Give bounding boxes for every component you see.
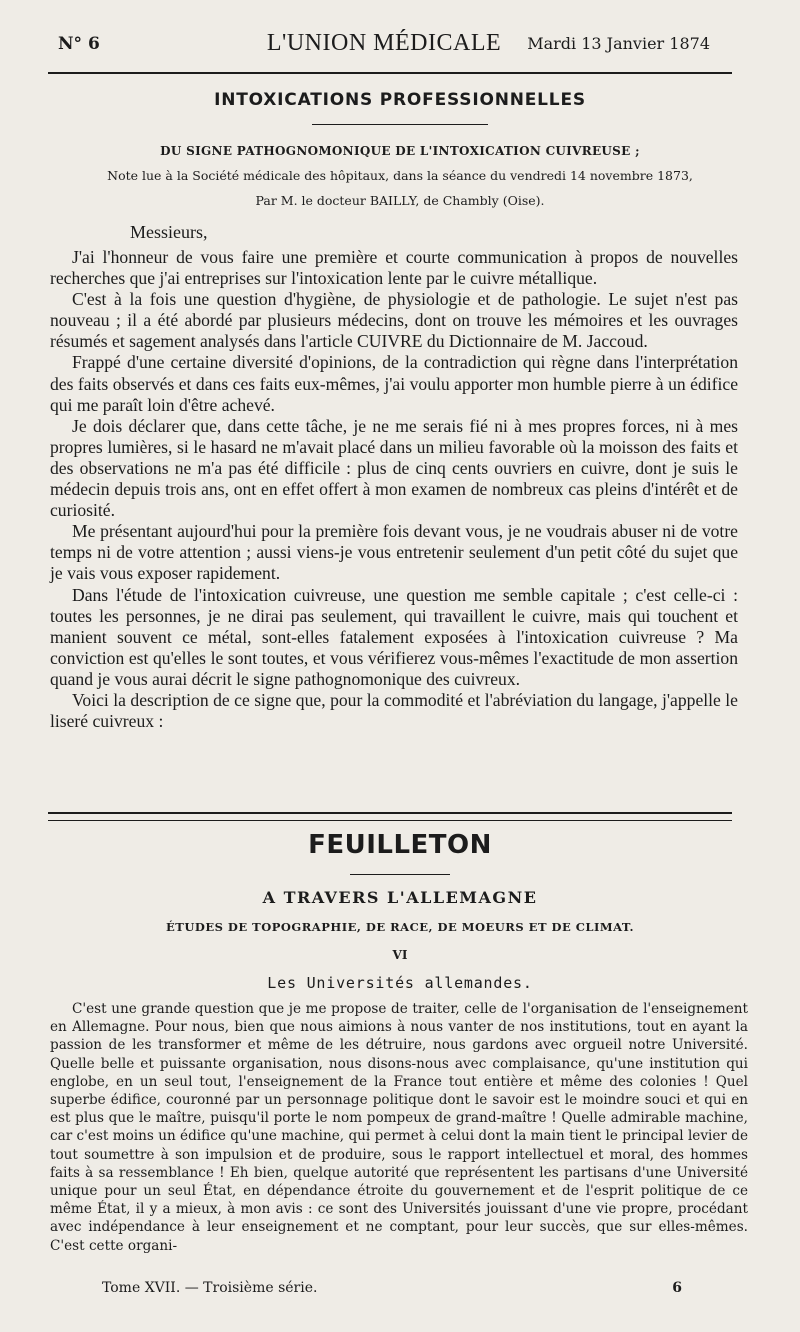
article-paragraph: Dans l'étude de l'intoxication cuivreuse, une question me semble capitale ; c'est celle-ci : toutes les personnes, je ne dirai pas seulement, qui travaillent le cuivre, mais qui touchent et manient souvent ce métal, sont-elles fatalement exposées à l'intoxication cuivreuse ? Ma conviction est qu'elles le sont toutes, et vous vérifierez vous-mêmes l'exactitude de mon assertion quand je vous aurai décrit le signe pathognomonique des cuivreux. xyxy=(50,584,738,689)
article-paragraph: C'est à la fois une question d'hygiène, de physiologie et de pathologie. Le sujet n'est pas nouveau ; il a été abordé par plusieurs médecins, dont on trouve les mémoires et les ouvrages résumés et sagement analysés dans l'article CUIVRE du Dictionnaire de M. Jaccoud. xyxy=(50,289,738,352)
issue-number: N° 6 xyxy=(58,34,100,54)
journal-title: L'UNION MÉDICALE xyxy=(266,30,502,56)
article-paragraph: Voici la description de ce signe que, pour la commodité et l'abréviation du langage, j'appelle le liseré cuivreux : xyxy=(50,689,738,732)
article-body xyxy=(50,247,738,732)
article-paragraph: Me présentant aujourd'hui pour la première fois devant vous, je ne voudrais abuser ni de votre temps ni de votre attention ; aussi viens-je vous entretenir seulement d'un petit côté du sujet que je vais vous exposer rapidement. xyxy=(50,521,738,584)
page-number: 6 xyxy=(672,1280,682,1296)
article-paragraph: Frappé d'une certaine diversité d'opinions, de la contradiction qui règne dans l'interprétation des faits observés et dans ces faits eux-mêmes, j'ai voulu apporter mon humble pierre à un édifice qui me paraît loin d'être achevé. xyxy=(50,352,738,415)
salutation: Messieurs, xyxy=(130,222,208,242)
chapter-number: VI xyxy=(392,948,408,962)
article-subtitle: DU SIGNE PATHOGNOMONIQUE DE L'INTOXICATION CUIVREUSE ; xyxy=(160,144,640,158)
feuilleton-title-rule xyxy=(350,874,450,875)
section-title-rule xyxy=(312,124,488,125)
feuilleton-paragraph: C'est une grande question que je me propose de traiter, celle de l'organisation de l'enseignement en Allemagne. Pour nous, bien que nous aimions à nous vanter de nos institutions, tout en ayant la passion de les transformer et même de les détruire, nous gardons avec orgueil notre Université. Quelle belle et puissante organisation, nous disons-nous avec complaisance, qu'une institution qui englobe, en un seul tout, l'enseignement de la France tout entière et même des colonies ! Quel superbe édifice, couronné par un personnage politique dont le savoir est le moindre souci et qui en est plus que le maître, puisqu'il porte le nom pompeux de grand-maître ! Quelle admirable machine, car c'est moins un édifice qu'une machine, qui permet à celui dont la main tient le principal levier de tout soumettre à son impulsion et de produire, sous le rapport intellectuel et moral, des hommes faits à sa ressemblance ! Eh bien, quelque autorité que représentent les partisans d'une Université unique pour un seul État, en dépendance étroite du gouvernement et de l'esprit politique de ce même État, il y a mieux, à mon avis : ce sont des Universités jouissant d'une vie propre, procédant avec indépendance à leur enseignement et ne comptant, pour leur succès, que sur elles-mêmes. C'est cette organi- xyxy=(50,1001,748,1254)
chapter-title: Les Universités allemandes. xyxy=(267,974,533,992)
author-line: Par M. le docteur BAILLY, de Chambly (Oise). xyxy=(255,193,545,208)
feuilleton-subtitle: A TRAVERS L'ALLEMAGNE xyxy=(262,888,538,907)
section-title: INTOXICATIONS PROFESSIONNELLES xyxy=(214,90,586,110)
article-paragraph: J'ai l'honneur de vous faire une première et courte communication à propos de nouvelles recherches que j'ai entreprises sur l'intoxication lente par le cuivre métallique. xyxy=(50,247,738,289)
running-head xyxy=(58,30,710,62)
article-paragraph: Je dois déclarer que, dans cette tâche, je ne me serais fié ni à mes propres forces, ni à mes propres lumières, si le hasard ne m'avait placé dans un milieu favorable où la moisson des faits et des observations ne m'a pas été difficile : plus de cinq cents ouvriers en cuivre, dont je suis le médecin depuis trois ans, ont en effet offert à mon examen de nombreux cas pleins d'intérêt et de curiosité. xyxy=(50,415,738,521)
feuilleton-body xyxy=(50,1000,748,1255)
header-rule xyxy=(48,72,732,74)
tome-label: Tome XVII. — Troisième série. xyxy=(102,1280,318,1296)
feuilleton-subtitle-detail: ÉTUDES DE TOPOGRAPHIE, DE RACE, DE MOEURS ET DE CLIMAT. xyxy=(166,920,634,934)
note-line: Note lue à la Société médicale des hôpitaux, dans la séance du vendredi 14 novembre 1873, xyxy=(107,168,693,183)
feuilleton-title: FEUILLETON xyxy=(308,830,492,860)
issue-date: Mardi 13 Janvier 1874 xyxy=(527,34,710,53)
feuilleton-separator xyxy=(48,812,732,821)
